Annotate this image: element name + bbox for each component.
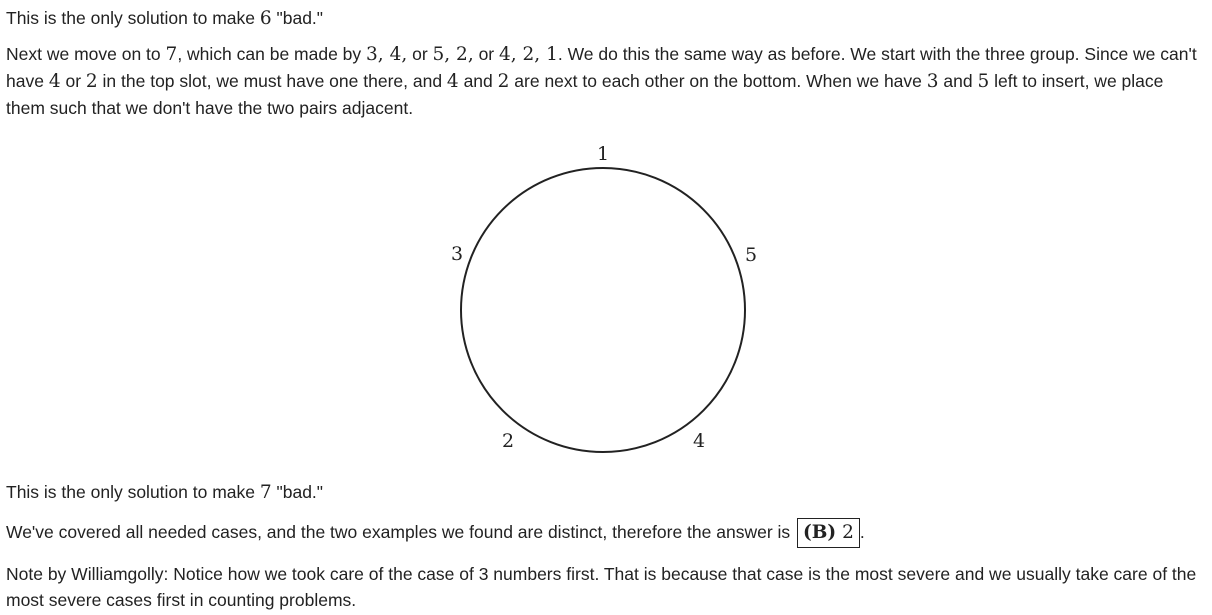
math-number: 7 — [165, 44, 178, 65]
text: in the top slot, we must have one there, and — [97, 71, 447, 91]
paragraph-answer — [6, 518, 865, 548]
label-upper-left: 3 — [450, 243, 464, 265]
paragraph-six-bad — [6, 5, 323, 32]
text: or — [473, 44, 499, 64]
label-lower-left: 2 — [501, 430, 515, 452]
math-combo: 4, 2, 1 — [499, 44, 558, 65]
answer-value: 2 — [842, 522, 854, 543]
math-number: 2 — [497, 71, 510, 92]
text: . — [859, 522, 865, 542]
text: "bad." — [271, 482, 324, 502]
label-upper-right: 5 — [744, 244, 758, 266]
text: left to insert, we place them such that we don't have the two pairs adjacent. — [6, 71, 1164, 118]
text: Note by Williamgolly: Notice how we took care of the case of 3 numbers first. That is because that case is the most severe and we usually take care of the most severe cases first in counting problems. — [6, 564, 1197, 610]
text: , which can be made by — [177, 44, 367, 64]
math-number: 2 — [85, 71, 98, 92]
text: or — [60, 71, 86, 91]
label-top: 1 — [596, 143, 610, 165]
math-number: 6 — [259, 8, 272, 29]
text: . We do this the same way as before. We start with the three group. Since we can't have — [6, 44, 1197, 91]
math-number: 4 — [446, 71, 459, 92]
math-number: 7 — [259, 482, 272, 503]
answer-box — [797, 518, 860, 548]
text: This is the only solution to make — [6, 482, 260, 502]
text: or — [407, 44, 433, 64]
text: are next to each other on the bottom. When we have — [509, 71, 927, 91]
math-combo: 5, 2, — [432, 44, 474, 65]
circle-arrangement-diagram — [440, 136, 770, 456]
paragraph-seven-bad — [6, 479, 323, 506]
label-lower-right: 4 — [692, 430, 706, 452]
text: and — [458, 71, 498, 91]
math-number: 5 — [977, 71, 990, 92]
text: This is the only solution to make — [6, 8, 260, 28]
text: "bad." — [271, 8, 324, 28]
text: Next we move on to — [6, 44, 166, 64]
math-combo: 3, 4, — [366, 44, 408, 65]
paragraph-note — [6, 561, 1206, 613]
math-number: 3 — [926, 71, 939, 92]
answer-choice: (B) — [803, 522, 837, 543]
text: and — [938, 71, 978, 91]
paragraph-seven-explanation — [6, 41, 1206, 121]
text: We've covered all needed cases, and the two examples we found are distinct, therefore the answer is — [6, 522, 796, 542]
arrangement-circle — [461, 168, 745, 452]
math-number: 4 — [48, 71, 61, 92]
